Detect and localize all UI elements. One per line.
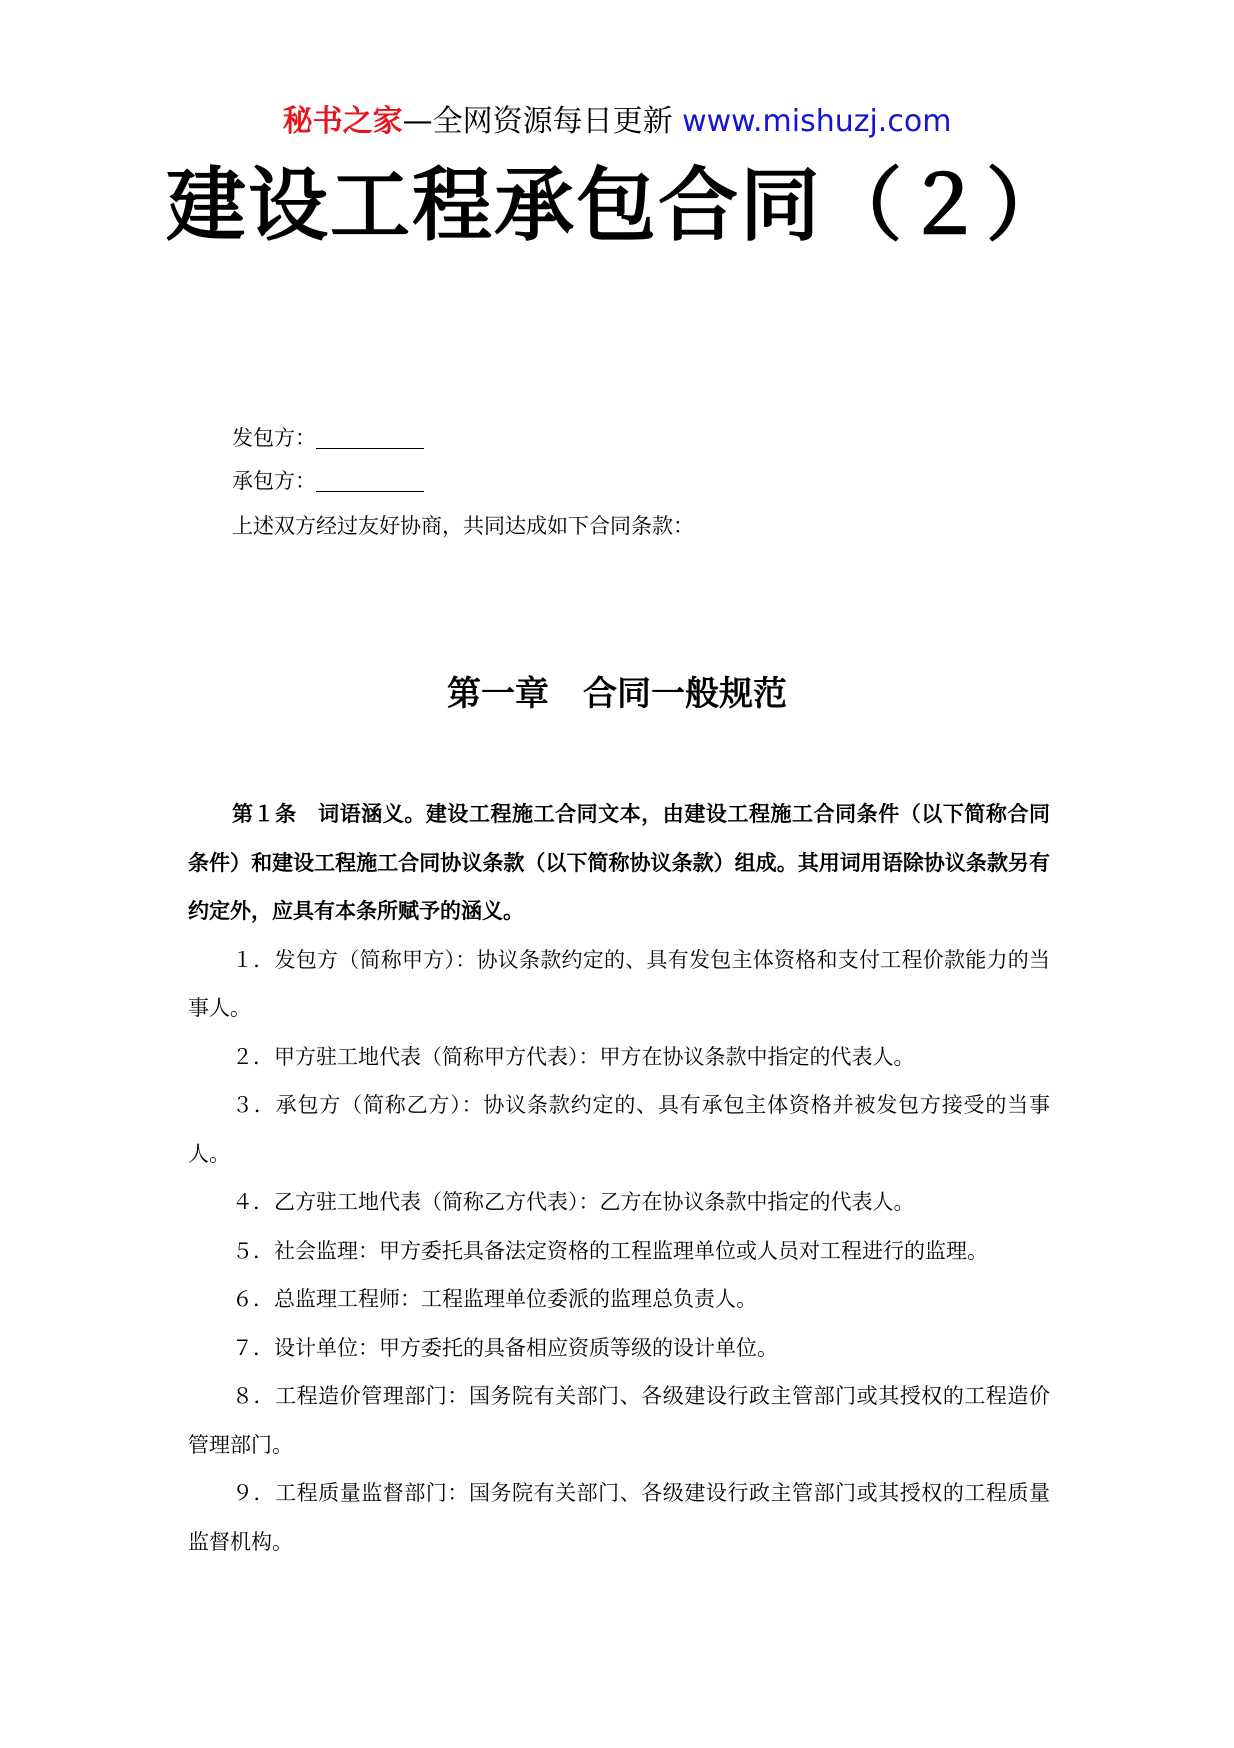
site-url-link[interactable]: www.mishuzj.com — [672, 104, 952, 139]
contractor-blank — [316, 469, 424, 492]
definition-item: ４．乙方驻工地代表（简称乙方代表）：乙方在协议条款中指定的代表人。 — [232, 1190, 915, 1214]
employer-blank — [316, 426, 424, 449]
definition-item: ７．设计单位：甲方委托的具备相应资质等级的设计单位。 — [232, 1335, 778, 1360]
site-header — [0, 100, 1234, 144]
contract-body — [188, 790, 1050, 1566]
article-1: 第１条 词语涵义。建设工程施工合同文本，由建设工程施工合同条件（以下简称合同条件）和建设工程施工合同协议条款（以下简称协议条款）组成。其用词用语除协议条款另有约定外，应具有本条所赋予的涵义。 — [188, 801, 1050, 923]
site-brand: 秘书之家 — [282, 104, 403, 139]
definition-item: ８．工程造价管理部门：国务院有关部门、各级建设行政主管部门或其授权的工程造价管理部门。 — [188, 1384, 1050, 1457]
definition-item: ５．社会监理：甲方委托具备法定资格的工程监理单位或人员对工程进行的监理。 — [232, 1238, 988, 1263]
definition-item: ３．承包方（简称乙方）：协议条款约定的、具有承包主体资格并被发包方接受的当事人。 — [188, 1093, 1050, 1166]
site-slogan: —全网资源每日更新 — [402, 104, 673, 139]
definition-item: ９．工程质量监督部门：国务院有关部门、各级建设行政主管部门或其授权的工程质量监督机构。 — [188, 1481, 1050, 1554]
contractor-line — [232, 466, 424, 496]
contractor-label: 承包方： — [232, 469, 316, 493]
employer-label: 发包方： — [232, 426, 316, 450]
definition-item: ２．甲方驻工地代表（简称甲方代表）：甲方在协议条款中指定的代表人。 — [232, 1044, 915, 1069]
document-title: 建设工程承包合同（２） — [166, 158, 1068, 252]
chapter-title: 第一章 合同一般规范 — [447, 674, 787, 714]
employer-line — [232, 423, 424, 453]
definition-item: ６．总监理工程师：工程监理单位委派的监理总负责人。 — [232, 1287, 757, 1311]
agreement-statement: 上述双方经过友好协商，共同达成如下合同条款： — [232, 514, 694, 538]
definition-item: １．发包方（简称甲方）：协议条款约定的、具有发包主体资格和支付工程价款能力的当事人。 — [188, 947, 1050, 1020]
